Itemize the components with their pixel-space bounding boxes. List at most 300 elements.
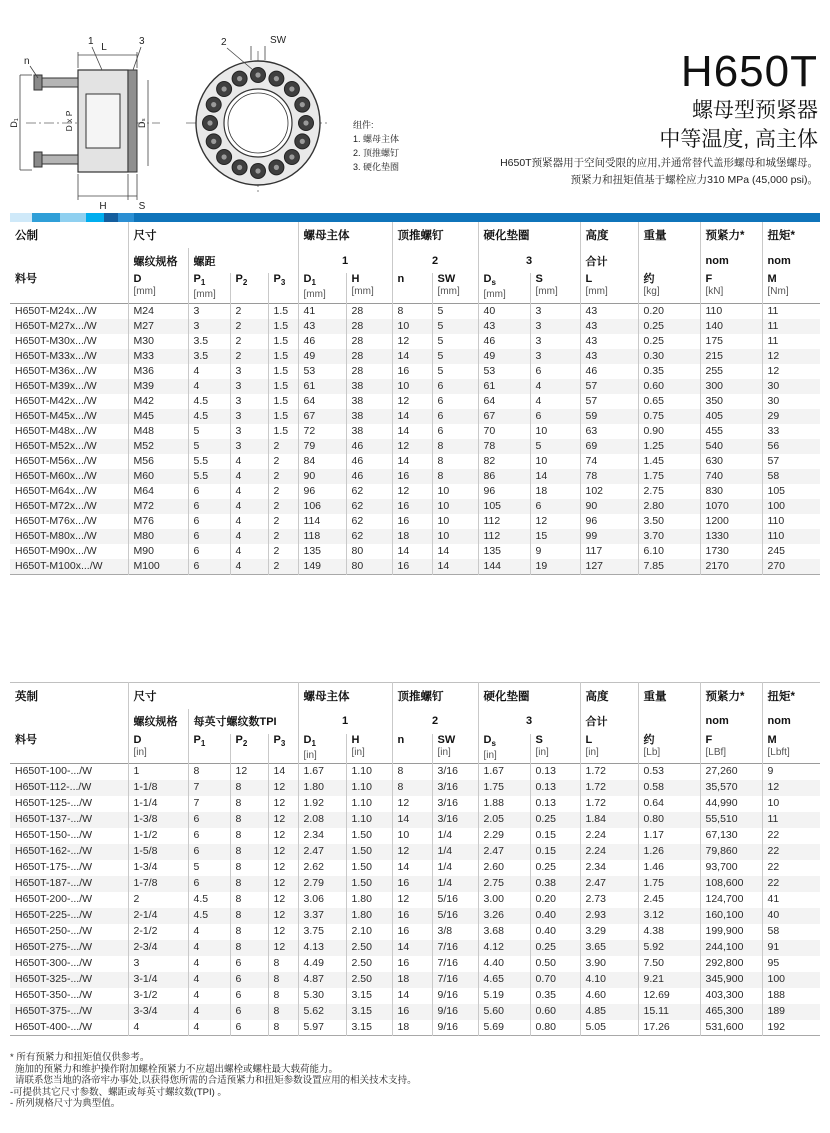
value-cell: 61 bbox=[298, 379, 346, 394]
value-cell: 5.97 bbox=[298, 1020, 346, 1036]
value-cell: 14 bbox=[392, 860, 432, 876]
value-cell: 6 bbox=[432, 394, 478, 409]
value-cell: 0.13 bbox=[530, 796, 580, 812]
table-row bbox=[10, 349, 820, 364]
column-header: F [LBf] bbox=[700, 734, 762, 764]
value-cell: 6 bbox=[432, 424, 478, 439]
value-cell: 345,900 bbox=[700, 972, 762, 988]
table-row bbox=[10, 409, 820, 424]
column-header: 料号 bbox=[10, 734, 128, 764]
value-cell: 16 bbox=[392, 469, 432, 484]
value-cell: 105 bbox=[478, 499, 530, 514]
value-cell: 1.5 bbox=[268, 409, 298, 424]
value-cell: 2 bbox=[268, 439, 298, 454]
value-cell: 0.25 bbox=[638, 319, 700, 334]
value-cell: 0.58 bbox=[638, 780, 700, 796]
value-cell: 2-3/4 bbox=[128, 940, 188, 956]
value-cell: M30 bbox=[128, 334, 188, 349]
value-cell: 4.5 bbox=[188, 908, 230, 924]
value-cell: 1-1/4 bbox=[128, 796, 188, 812]
value-cell: 8 bbox=[268, 972, 298, 988]
value-cell: 29 bbox=[767, 409, 780, 422]
part-number-cell: H650T-375-.../W bbox=[10, 1004, 128, 1020]
value-cell: 4.13 bbox=[298, 940, 346, 956]
value-cell: 62 bbox=[346, 484, 392, 499]
value-cell: 9.21 bbox=[638, 972, 700, 988]
table-row bbox=[10, 892, 820, 908]
value-cell: 4 bbox=[230, 559, 268, 575]
part-number-cell: H650T-225-.../W bbox=[10, 908, 128, 924]
value-cell: 1.5 bbox=[268, 303, 298, 319]
value-cell: 0.13 bbox=[530, 780, 580, 796]
table-row bbox=[10, 860, 820, 876]
subgroup-header-row bbox=[10, 248, 820, 273]
value-cell: 14 bbox=[530, 469, 580, 484]
value-cell: 5.92 bbox=[638, 940, 700, 956]
value-cell: 3 bbox=[230, 439, 268, 454]
value-cell: 1.50 bbox=[346, 828, 392, 844]
value-cell: 1.50 bbox=[346, 860, 392, 876]
value-cell: 43 bbox=[580, 334, 638, 349]
value-cell: 28 bbox=[346, 349, 392, 364]
value-cell: 1.5 bbox=[268, 334, 298, 349]
value-cell: 1.72 bbox=[580, 780, 638, 796]
value-cell: 0.80 bbox=[638, 812, 700, 828]
value-cell: 1.72 bbox=[580, 764, 638, 780]
value-cell: 67,130 bbox=[700, 828, 762, 844]
part-number-cell: H650T-400-.../W bbox=[10, 1020, 128, 1036]
part-number-cell: H650T-M52x.../W bbox=[10, 439, 128, 454]
value-cell: 14 bbox=[392, 544, 432, 559]
value-cell: 7 bbox=[188, 780, 230, 796]
value-cell: 127 bbox=[580, 559, 638, 575]
torque-nom-label: nom bbox=[767, 715, 791, 727]
technical-drawing bbox=[8, 28, 448, 218]
value-cell: 79,860 bbox=[700, 844, 762, 860]
value-cell: 4 bbox=[230, 529, 268, 544]
value-cell: 1.5 bbox=[268, 394, 298, 409]
column-header: $P_1$ [mm] bbox=[188, 273, 230, 303]
group-jack-screw: 顶推螺钉 bbox=[392, 222, 478, 248]
value-cell: 6 bbox=[188, 544, 230, 559]
value-cell: 6 bbox=[188, 514, 230, 529]
value-cell: 9 bbox=[530, 544, 580, 559]
value-cell: 112 bbox=[478, 529, 530, 544]
value-cell: 0.20 bbox=[530, 892, 580, 908]
value-cell: 9/16 bbox=[432, 1004, 478, 1020]
body-number: 1 bbox=[298, 709, 392, 734]
value-cell: 3.06 bbox=[298, 892, 346, 908]
value-cell: 3 bbox=[530, 334, 580, 349]
value-cell: M39 bbox=[128, 379, 188, 394]
value-cell: 192 bbox=[767, 1020, 786, 1033]
value-cell: 189 bbox=[767, 1005, 786, 1017]
value-cell: 4 bbox=[188, 988, 230, 1004]
column-header: n bbox=[392, 734, 432, 764]
value-cell: 1.10 bbox=[346, 764, 392, 780]
value-cell: 117 bbox=[580, 544, 638, 559]
value-cell: 114 bbox=[298, 514, 346, 529]
value-cell: 4 bbox=[230, 484, 268, 499]
value-cell: M80 bbox=[128, 529, 188, 544]
value-cell: 1.80 bbox=[298, 780, 346, 796]
part-number-cell: H650T-250-.../W bbox=[10, 924, 128, 940]
value-cell: 43 bbox=[580, 319, 638, 334]
value-cell: M45 bbox=[128, 409, 188, 424]
value-cell: 0.65 bbox=[638, 394, 700, 409]
value-cell: M48 bbox=[128, 424, 188, 439]
value-cell: 1.50 bbox=[346, 876, 392, 892]
value-cell: 110 bbox=[767, 529, 785, 542]
value-cell: 2.93 bbox=[580, 908, 638, 924]
column-header-row bbox=[10, 273, 820, 303]
value-cell: 1.67 bbox=[478, 764, 530, 780]
value-cell: 540 bbox=[700, 439, 762, 454]
value-cell: 3.00 bbox=[478, 892, 530, 908]
preload-nom-label: nom bbox=[700, 248, 762, 273]
value-cell: 0.64 bbox=[638, 796, 700, 812]
value-cell: 22 bbox=[767, 877, 780, 889]
value-cell: 12 bbox=[392, 844, 432, 860]
group-header-row bbox=[10, 683, 820, 709]
value-cell: M42 bbox=[128, 394, 188, 409]
value-cell: 1330 bbox=[700, 529, 762, 544]
value-cell: 1.80 bbox=[346, 908, 392, 924]
table-row bbox=[10, 876, 820, 892]
value-cell: 1/4 bbox=[432, 860, 478, 876]
part-number-cell: H650T-M76x.../W bbox=[10, 514, 128, 529]
value-cell: 33 bbox=[767, 424, 780, 437]
value-cell: 1.5 bbox=[268, 364, 298, 379]
value-cell: 18 bbox=[392, 972, 432, 988]
value-cell: 5 bbox=[188, 860, 230, 876]
value-cell: 6 bbox=[230, 956, 268, 972]
value-cell: 1.25 bbox=[638, 439, 700, 454]
value-cell: 43 bbox=[298, 319, 346, 334]
metric-table bbox=[10, 222, 820, 575]
value-cell: 135 bbox=[478, 544, 530, 559]
value-cell: 3 bbox=[530, 303, 580, 319]
value-cell: M76 bbox=[128, 514, 188, 529]
value-cell: 22 bbox=[767, 861, 780, 873]
value-cell: 15 bbox=[530, 529, 580, 544]
callout-1: 1 bbox=[88, 36, 94, 47]
value-cell: 292,800 bbox=[700, 956, 762, 972]
value-cell: M36 bbox=[128, 364, 188, 379]
callout-3: 3 bbox=[139, 36, 145, 47]
value-cell: 0.38 bbox=[530, 876, 580, 892]
value-cell: 1.46 bbox=[638, 860, 700, 876]
value-cell: 4 bbox=[188, 924, 230, 940]
value-cell: 1.67 bbox=[298, 764, 346, 780]
value-cell: 6 bbox=[188, 812, 230, 828]
value-cell: 7.50 bbox=[638, 956, 700, 972]
value-cell: 0.25 bbox=[530, 940, 580, 956]
value-cell: 1.5 bbox=[268, 424, 298, 439]
value-cell: 8 bbox=[268, 956, 298, 972]
value-cell: 4 bbox=[230, 469, 268, 484]
value-cell: 8 bbox=[230, 940, 268, 956]
value-cell: 0.60 bbox=[530, 1004, 580, 1020]
value-cell: 1.50 bbox=[346, 844, 392, 860]
value-cell: 12 bbox=[268, 924, 298, 940]
value-cell: 2-1/4 bbox=[128, 908, 188, 924]
value-cell: 58 bbox=[767, 469, 780, 482]
value-cell: 38 bbox=[346, 409, 392, 424]
value-cell: 8 bbox=[230, 924, 268, 940]
value-cell: 2.80 bbox=[638, 499, 700, 514]
page-title: H650T bbox=[680, 47, 818, 96]
value-cell: 8 bbox=[432, 469, 478, 484]
column-header: $P_3$ bbox=[268, 734, 298, 764]
value-cell: 12 bbox=[268, 780, 298, 796]
value-cell: 17.26 bbox=[638, 1020, 700, 1036]
value-cell: 0.25 bbox=[530, 860, 580, 876]
value-cell: 3 bbox=[230, 409, 268, 424]
value-cell: 2.50 bbox=[346, 956, 392, 972]
value-cell: 57 bbox=[767, 454, 780, 467]
table-row bbox=[10, 780, 820, 796]
value-cell: 2 bbox=[230, 319, 268, 334]
table-row bbox=[10, 394, 820, 409]
value-cell: 3.65 bbox=[580, 940, 638, 956]
value-cell: 11 bbox=[767, 319, 779, 332]
value-cell: 4 bbox=[188, 1020, 230, 1036]
value-cell: 6 bbox=[530, 409, 580, 424]
value-cell: 4 bbox=[230, 499, 268, 514]
value-cell: 38 bbox=[346, 379, 392, 394]
value-cell: 1.10 bbox=[346, 796, 392, 812]
value-cell: 3 bbox=[230, 379, 268, 394]
table-row bbox=[10, 303, 820, 319]
value-cell: 96 bbox=[298, 484, 346, 499]
part-number-cell: H650T-150-.../W bbox=[10, 828, 128, 844]
part-number-cell: H650T-M33x.../W bbox=[10, 349, 128, 364]
footnote-line: -可提供其它尺寸参数、螺距或每英寸螺纹数(TPI) 。 bbox=[10, 1086, 227, 1098]
body-number: 1 bbox=[298, 248, 392, 273]
value-cell: 10 bbox=[392, 379, 432, 394]
value-cell: 12 bbox=[268, 892, 298, 908]
value-cell: 1.75 bbox=[638, 469, 700, 484]
value-cell: 140 bbox=[700, 319, 762, 334]
value-cell: 82 bbox=[478, 454, 530, 469]
value-cell: 6 bbox=[188, 529, 230, 544]
value-cell: M52 bbox=[128, 439, 188, 454]
value-cell: 1-7/8 bbox=[128, 876, 188, 892]
value-cell: 5.30 bbox=[298, 988, 346, 1004]
dim-label-SW: SW bbox=[270, 35, 287, 46]
value-cell: 0.70 bbox=[530, 972, 580, 988]
value-cell: 215 bbox=[700, 349, 762, 364]
value-cell: 63 bbox=[580, 424, 638, 439]
value-cell: 7.85 bbox=[638, 559, 700, 575]
value-cell: 3/16 bbox=[432, 812, 478, 828]
value-cell: 3 bbox=[230, 364, 268, 379]
value-cell: 86 bbox=[478, 469, 530, 484]
value-cell: 2.08 bbox=[298, 812, 346, 828]
value-cell: 7 bbox=[188, 796, 230, 812]
value-cell: 49 bbox=[478, 349, 530, 364]
jack-screw-top bbox=[42, 78, 78, 87]
table-accent-strip bbox=[10, 213, 820, 222]
value-cell: 3.26 bbox=[478, 908, 530, 924]
value-cell: 8 bbox=[188, 764, 230, 780]
value-cell: 30 bbox=[767, 379, 780, 392]
value-cell: 40 bbox=[478, 303, 530, 319]
value-cell: 199,900 bbox=[700, 924, 762, 940]
value-cell: 8 bbox=[268, 988, 298, 1004]
value-cell: 6 bbox=[188, 844, 230, 860]
value-cell: 16 bbox=[392, 876, 432, 892]
value-cell: 160,100 bbox=[700, 908, 762, 924]
column-header: 约 [Lb] bbox=[638, 734, 700, 764]
table-row bbox=[10, 544, 820, 559]
value-cell: 7/16 bbox=[432, 956, 478, 972]
value-cell: 2.47 bbox=[298, 844, 346, 860]
group-preload: 预紧力* bbox=[700, 683, 762, 709]
group-nut-body: 螺母主体 bbox=[298, 683, 392, 709]
value-cell: 4 bbox=[188, 940, 230, 956]
value-cell: 2.47 bbox=[580, 876, 638, 892]
column-header: M [Nm] bbox=[767, 273, 789, 297]
value-cell: 2-1/2 bbox=[128, 924, 188, 940]
part-number-cell: H650T-162-.../W bbox=[10, 844, 128, 860]
part-number-cell: H650T-M60x.../W bbox=[10, 469, 128, 484]
value-cell: 78 bbox=[580, 469, 638, 484]
value-cell: 80 bbox=[346, 544, 392, 559]
value-cell: M60 bbox=[128, 469, 188, 484]
value-cell: 2 bbox=[230, 303, 268, 319]
value-cell: 12 bbox=[530, 514, 580, 529]
value-cell: 46 bbox=[298, 334, 346, 349]
dim-label-S: S bbox=[138, 201, 146, 212]
table-row bbox=[10, 908, 820, 924]
footnote-line: * 所有预紧力和扭矩值仅供参考。 bbox=[10, 1052, 150, 1063]
value-cell: 22 bbox=[767, 845, 780, 857]
table-row bbox=[10, 764, 820, 780]
value-cell: M72 bbox=[128, 499, 188, 514]
screw-number: 2 bbox=[392, 248, 478, 273]
value-cell: 2.45 bbox=[638, 892, 700, 908]
value-cell: 2.34 bbox=[298, 828, 346, 844]
value-cell: 6 bbox=[188, 499, 230, 514]
value-cell: 10 bbox=[530, 424, 580, 439]
column-header: $D_s$ [mm] bbox=[478, 273, 530, 303]
value-cell: 8 bbox=[230, 828, 268, 844]
table-row bbox=[10, 499, 820, 514]
value-cell: 78 bbox=[478, 439, 530, 454]
subtitle-temp: 中等温度, 高主体 bbox=[659, 128, 818, 151]
value-cell: 35,570 bbox=[700, 780, 762, 796]
value-cell: 28 bbox=[346, 334, 392, 349]
system-label: 公制 bbox=[10, 222, 128, 248]
column-header: S [mm] bbox=[530, 273, 580, 303]
value-cell: 5.19 bbox=[478, 988, 530, 1004]
value-cell: 5.62 bbox=[298, 1004, 346, 1020]
part-number-cell: H650T-M39x.../W bbox=[10, 379, 128, 394]
value-cell: 12 bbox=[392, 484, 432, 499]
value-cell: 3 bbox=[128, 956, 188, 972]
value-cell: 1.75 bbox=[478, 780, 530, 796]
value-cell: 2.79 bbox=[298, 876, 346, 892]
value-cell: 14 bbox=[268, 764, 298, 780]
value-cell: 4 bbox=[530, 379, 580, 394]
value-cell: 4 bbox=[188, 1004, 230, 1020]
thread-bore bbox=[86, 94, 120, 148]
ring-bore bbox=[224, 89, 292, 157]
table-row bbox=[10, 924, 820, 940]
value-cell: 1.72 bbox=[580, 796, 638, 812]
value-cell: 38 bbox=[346, 424, 392, 439]
value-cell: 2.10 bbox=[346, 924, 392, 940]
value-cell: 1/4 bbox=[432, 844, 478, 860]
value-cell: 12 bbox=[268, 796, 298, 812]
value-cell: 0.30 bbox=[638, 349, 700, 364]
part-number-cell: H650T-100-.../W bbox=[10, 764, 128, 780]
value-cell: 4 bbox=[230, 514, 268, 529]
value-cell: 10 bbox=[392, 828, 432, 844]
value-cell: 19 bbox=[530, 559, 580, 575]
value-cell: 46 bbox=[346, 469, 392, 484]
column-header: $P_2$ bbox=[230, 734, 268, 764]
value-cell: 0.40 bbox=[530, 924, 580, 940]
value-cell: 5 bbox=[530, 439, 580, 454]
table-row bbox=[10, 1004, 820, 1020]
value-cell: 2 bbox=[268, 514, 298, 529]
value-cell: 403,300 bbox=[700, 988, 762, 1004]
value-cell: 8 bbox=[392, 764, 432, 780]
value-cell: 5 bbox=[432, 364, 478, 379]
value-cell: 1/4 bbox=[432, 876, 478, 892]
value-cell: 255 bbox=[700, 364, 762, 379]
value-cell: 5 bbox=[188, 439, 230, 454]
group-height: 高度 bbox=[580, 683, 638, 709]
value-cell: 300 bbox=[700, 379, 762, 394]
column-header: H [mm] bbox=[346, 273, 392, 303]
value-cell: 90 bbox=[580, 499, 638, 514]
part-number-cell: H650T-M90x.../W bbox=[10, 544, 128, 559]
value-cell: 2 bbox=[268, 454, 298, 469]
value-cell: 11 bbox=[767, 304, 779, 317]
value-cell: 3 bbox=[188, 303, 230, 319]
value-cell: 16 bbox=[392, 1004, 432, 1020]
value-cell: 3.68 bbox=[478, 924, 530, 940]
value-cell: 1-3/4 bbox=[128, 860, 188, 876]
value-cell: 4 bbox=[128, 1020, 188, 1036]
value-cell: 9/16 bbox=[432, 1020, 478, 1036]
part-number-cell: H650T-M100x.../W bbox=[10, 559, 128, 575]
value-cell: 3.90 bbox=[580, 956, 638, 972]
group-preload: 预紧力* bbox=[700, 222, 762, 248]
value-cell: 1070 bbox=[700, 499, 762, 514]
value-cell: 12 bbox=[230, 764, 268, 780]
group-torque: 扭矩* bbox=[767, 230, 795, 242]
value-cell: 175 bbox=[700, 334, 762, 349]
value-cell: 3/8 bbox=[432, 924, 478, 940]
value-cell: 4.85 bbox=[580, 1004, 638, 1020]
value-cell: 2.34 bbox=[580, 860, 638, 876]
value-cell: 0.20 bbox=[638, 303, 700, 319]
value-cell: 2.05 bbox=[478, 812, 530, 828]
value-cell: 0.35 bbox=[530, 988, 580, 1004]
footnote-line: 请联系您当地的洛帝牢办事处,以获得您所需的合适预紧力和扭矩参数设置应用的相关技术支持。 bbox=[15, 1075, 417, 1086]
value-cell: 2.62 bbox=[298, 860, 346, 876]
value-cell: 40 bbox=[767, 909, 780, 921]
group-weight: 重量 bbox=[638, 683, 700, 709]
value-cell: 93,700 bbox=[700, 860, 762, 876]
value-cell: 6 bbox=[188, 876, 230, 892]
value-cell: 96 bbox=[580, 514, 638, 529]
